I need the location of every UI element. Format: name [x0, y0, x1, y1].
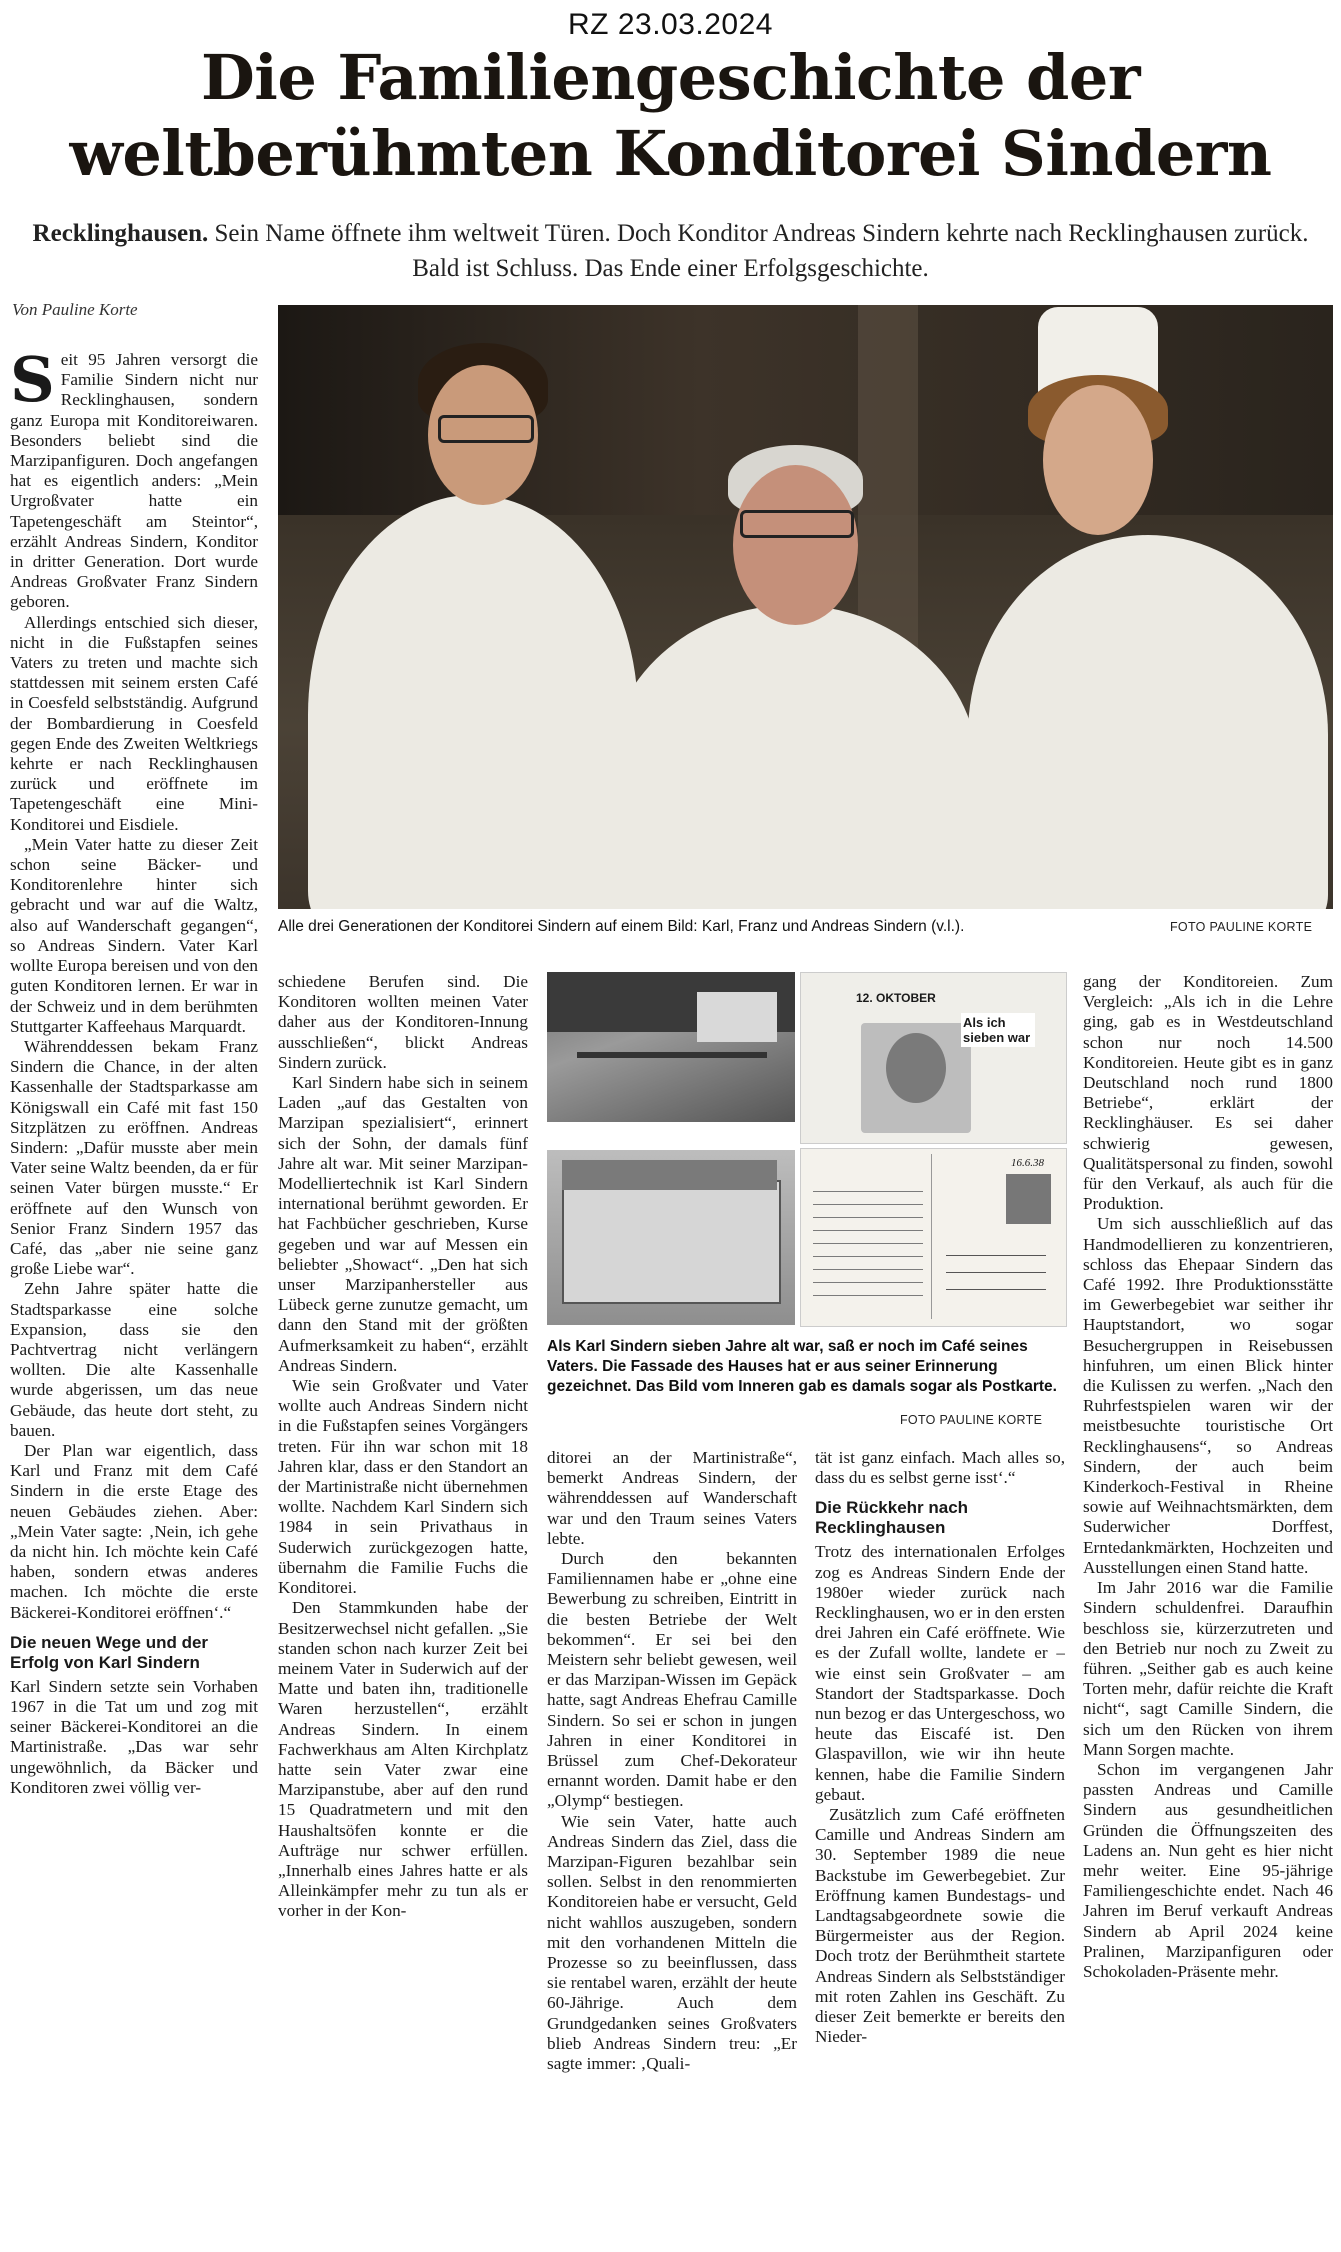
collage-caption-text: Als Karl Sindern sieben Jahre alt war, saß er noch im Café seines Vaters. Die Fassade des Hauses hat er aus seiner Erinnerung gezeichnet. Das Bild vom Inneren gab es damals sogar als Postkarte.	[547, 1338, 1057, 1395]
karl-glasses	[438, 415, 534, 443]
article-column-1	[10, 350, 258, 2245]
col1-paragraph: Der Plan war eigentlich, dass Karl und Franz mit dem Café Sindern in die erste Etage des neuen Gebäudes ziehen. Aber: „Mein Vater sagte: ‚Nein, ich gehe da nicht hin. Ich möchte kein Café haben, sondern etwas anderes machen. Ich möchte die erste Bäckerei-Konditorei eröffnen‘.“	[10, 1440, 258, 1622]
col1-paragraph: Zehn Jahre später hatte die Stadtsparkasse eine solche Expansion, dass sie den Pachtvertrag nicht verlängern wollten. Die alte Kassenhalle wurde abgerissen, um das neue Gebäude, das heute dort steht, zu bauen.	[10, 1279, 258, 1440]
franz-face	[733, 465, 858, 625]
article-column-4	[815, 1448, 1065, 2248]
headline-line-1: Die Familiengeschichte der	[201, 41, 1140, 114]
article-column-3	[547, 1448, 797, 2248]
col3-paragraph: Wie sein Vater, hatte auch Andreas Sindern das Ziel, dass die Marzipan-Figuren bezahlbar sein sollen. Selbst in den renommierten Konditoreien habe er versucht, Geld nicht wahllos auszugeben, sondern mit den vorhandenen Mitteln die Prozesse so zu beeinflussen, dass sie rentabel waren, erzählt der heute 60-Jährige. Auch dem Grundgedanken seines Großvaters blieb Andreas Sindern treu: „Er sagte immer: ‚Quali-	[547, 1811, 797, 2074]
cafe-facade-drawing	[547, 1150, 795, 1325]
andreas-face	[1043, 385, 1153, 535]
postcard-back	[800, 1148, 1067, 1327]
col2-paragraph: schiedene Berufen sind. Die Konditoren wollten meinen Vater daher aus der Konditoren-Innung ausschließen“, blickt Andreas Sindern zurück.	[278, 972, 528, 1072]
subheading-new-paths: Die neuen Wege und der Erfolg von Karl Sindern	[10, 1632, 209, 1672]
main-photo-caption: Alle drei Generationen der Konditorei Sindern auf einem Bild: Karl, Franz und Andreas Sindern (v.l.).	[278, 918, 965, 935]
newspaper-clipping-boy	[800, 972, 1067, 1144]
facade-building	[562, 1180, 781, 1304]
facade-roof	[562, 1160, 777, 1190]
postcard-stamp	[1006, 1174, 1051, 1224]
col4-paragraph: Trotz des internationalen Erfolges zog es Andreas Sindern Ende der 1980er wieder zurück nach Recklinghausen, wo er in den ersten drei Jahren ein Café eröffnete. Wie es der Zufall wollte, landete er – wie einst sein Großvater – am Standort der Stadtsparkasse. Doch nun bezog er das Untergeschoss, wo heute das Eiscafé ist. Den Glaspavillon, wie wir ihn heute kennen, habe die Familie Sindern gebaut.	[815, 1542, 1065, 1804]
lead-place: Recklinghausen.	[32, 220, 209, 247]
subheading-return: Die Rückkehr nach Recklinghausen	[815, 1498, 969, 1538]
col5-paragraph: Schon im vergangenen Jahr passten Andreas und Camille Sindern aus gesundheitlichen Gründen die Öffnungszeiten des Ladens an. Nun geht es hier nicht mehr weiter. Eine 95-jährige Familiengeschichte endet. Nach 46 Jahren im Beruf verkauft Andreas Sindern ab April 2024 keine Pralinen, Marzipanfiguren oder Schokoladen-Präsente mehr.	[1083, 1759, 1333, 1981]
col1-paragraph: Allerdings entschied sich dieser, nicht in die Fußstapfen seines Vaters zu treten und machte sich stattdessen mit seinem ersten Café in Coesfeld selbstständig. Aufgrund der Bombardierung in Coesfeld gegen Ende des Zweiten Weltkriegs kehrte er nach Recklinghausen zurück und eröffnete im Tapetengeschäft eine Mini-Konditorei und Eisdiele.	[10, 612, 258, 834]
drop-cap: S	[10, 350, 55, 416]
andreas-chef-jacket	[968, 535, 1328, 909]
franz-chef-jacket	[608, 605, 978, 909]
col5-paragraph: Im Jahr 2016 war die Familie Sindern schuldenfrei. Daraufhin beschloss sie, kürzerzutreten und den Betrieb nur noch zu Zweit zu führen. „Seither gab es auch keine Torten mehr, dafür reichte die Kraft nicht“, sagt Camille Sindern, die sich um den Rücken von ihrem Mann Sorgen machte.	[1083, 1578, 1333, 1759]
interior-window	[697, 992, 777, 1042]
col4-paragraph: tät ist ganz einfach. Mach alles so, dass du es selbst gerne isst‘.“	[815, 1448, 1065, 1488]
boy-photo	[861, 1023, 971, 1133]
collage-caption	[547, 1337, 1067, 1397]
postcard-handwriting-left	[813, 1179, 923, 1299]
col2-paragraph: Wie sein Großvater und Vater wollte auch Andreas Sindern nicht in die Fußstapfen seines Vorgängers treten. Für ihn war schon mit 18 Jahren klar, dass er den Standort an der Martinistraße nicht übernehmen wollte. Nachdem Karl Sindern sich 1984 in sein Privathaus in Suderwich zurückgezogen hatte, übernahm die Familie Fuchs die Konditorei.	[278, 1376, 528, 1598]
article-column-5	[1083, 972, 1333, 2247]
col4-paragraph: Zusätzlich zum Café eröffneten Camille und Andreas Sindern am 30. September 1989 die neue Backstube im Gewerbegebiet. Zur Eröffnung kamen Bundestags- und Landtagsabgeordnete sowie die Bürgermeister aus der Region. Doch trotz der Berühmtheit startete Andreas Sindern als Selbstständiger mit roten Zahlen ins Geschäft. Zu dieser Zeit bemerkte er bereits den Nieder-	[815, 1805, 1065, 2047]
publication-date: RZ 23.03.2024	[568, 8, 773, 41]
col1-paragraph: eit 95 Jahren versorgt die Familie Sindern nicht nur Recklinghausen, sondern ganz Europa mit Konditoreiwaren. Besonders beliebt sind die Marzipanfiguren. Doch angefangen hat es eigentlich anders: „Mein Urgroßvater hatte ein Tapetengeschäft am Steintor“, erzählt Andreas Sindern, Konditor in dritter Generation. Dort wurde Andreas Großvater Franz Sindern geboren.	[10, 350, 258, 612]
col5-paragraph: gang der Konditoreien. Zum Vergleich: „Als ich in die Lehre ging, gab es in Westdeutschland schon nur noch 14.500 Konditoreien. Heute gibt es in ganz Deutschland noch rund 1800 Betriebe“, erklärt der Recklinghäuser. Es sei daher schwierig gewesen, Qualitätspersonal zu finden, sowohl für den Verkauf, als auch für die Produktion.	[1083, 972, 1333, 1214]
cafe-interior-postcard-photo	[547, 972, 795, 1122]
col2-paragraph: Den Stammkunden habe der Besitzerwechsel nicht gefallen. „Sie standen schon nach kurzer Zeit bei meinem Vater in Suderwich auf der Matte und baten ihn, traditionelle Waren herzustellen“, erzählt Andreas Sindern. In einem Fachwerkhaus am Alten Kirchplatz hatte sein Vater zwar eine Marzipanstube, aber auf den rund 15 Quadratmetern und mit den Haushaltsöfen konnte er die Aufträge nur schwer erfüllen. „Innerhalb eines Jahres hatte er als Alleinkämpfer mehr zu tun als er vorher in der Kon-	[278, 1598, 528, 1921]
interior-tables	[577, 1052, 767, 1058]
boy-face	[886, 1033, 946, 1103]
main-photo-credit: FOTO PAULINE KORTE	[1170, 920, 1313, 934]
col1-paragraph: Währenddessen bekam Franz Sindern die Chance, in der alten Kassenhalle der Stadtsparkasse am Königswall ein Café mit fast 150 Sitzplätzen zu eröffnen. Andreas Sindern: „Dafür musste aber mein Vater seine Waltz beenden, da er für seinen Vater bürgen musste.“ Er eröffnete auf den Wunsch von Senior Franz Sindern 1957 das Café, das „aber nie seine ganz große Liebe war“.	[10, 1036, 258, 1279]
headline	[0, 40, 1341, 192]
lead-text: Sein Name öffnete ihm weltweit Türen. Doch Konditor Andreas Sindern kehrte nach Recklinghausen zurück. Bald ist Schluss. Das Ende einer Erfolgsgeschichte.	[208, 220, 1309, 282]
postcard-handwriting-address	[946, 1239, 1046, 1299]
col3-paragraph: ditorei an der Martinistraße“, bemerkt Andreas Sindern, der währenddessen auf Wanderschaft war und den Traum seines Vaters lebte.	[547, 1448, 797, 1548]
karl-chef-jacket	[308, 495, 638, 909]
article-column-2	[278, 972, 528, 2247]
col1-paragraph: „Mein Vater hatte zu dieser Zeit schon seine Bäcker- und Konditorenlehre hinter sich gebracht und war auf die Waltz, also auf Wanderschaft gegangen“, so Andreas Sindern. Vater Karl wollte Europa bereisen und von den guten Konditoren lernen. Er war in der Schweiz und in dem berühmten Stuttgarter Kaffeehaus Marquardt.	[10, 834, 258, 1036]
clipping-date: 12. OKTOBER	[856, 991, 936, 1005]
lead-paragraph	[30, 216, 1311, 286]
postcard-divider	[931, 1154, 932, 1319]
main-photo-three-generations	[278, 305, 1333, 909]
postcard-date: 16.6.38	[1011, 1157, 1044, 1169]
headline-line-2: weltberühmten Konditorei Sindern	[69, 117, 1272, 190]
col1-paragraph: Karl Sindern setzte sein Vorhaben 1967 in die Tat um und zog mit seiner Bäckerei-Konditorei an die Martinistraße. „Das war sehr ungewöhnlich, da Bäcker und Konditoren zwei völlig ver-	[10, 1676, 258, 1797]
byline: Von Pauline Korte	[12, 300, 138, 319]
collage-credit: FOTO PAULINE KORTE	[900, 1413, 1043, 1427]
clipping-title: Als ich sieben war	[961, 1013, 1035, 1047]
col3-paragraph: Durch den bekannten Familiennamen habe er „ohne eine Bewerbung zu schreiben, Eintritt in die besten Betriebe der Welt bekommen“. Er sei bei den Meistern sehr beliebt gewesen, weil er das Marzipan-Wissen im Gepäck hatte, sagt Andreas Ehefrau Camille Sindern. So sei er schon in jungen Jahren in einer Konditorei in Brüssel zum Chef-Dekorateur ernannt worden. Damit habe er den „Olymp“ bestiegen.	[547, 1549, 797, 1811]
col5-paragraph: Um sich ausschließlich auf das Handmodellieren zu konzentrieren, schloss das Ehepaar Sindern das Café 1992. Ihre Produktionsstätte im Gewerbegebiet war seither ihr Hauptstandort, wo sogar Besuchergruppen in Reisebussen hinfuhren, um einen Blick hinter die Kulissen zu werfen. „Nach den Ruhrfestspielen waren wir der meistbesuchte touristische Ort Recklinghausens“, so Andreas Sindern, der auch beim Kinderkoch-Festival in Rheine sowie auf Weihnachtsmärkten, dem Suderwicher Dorffest, Erntedankmärkten, Hochzeiten und Ausstellungen einen Stand hatte.	[1083, 1214, 1333, 1577]
franz-glasses	[740, 510, 854, 538]
col2-paragraph: Karl Sindern habe sich in seinem Laden „auf das Gestalten von Marzipan spezialisiert“, erinnert sich der Sohn, der damals fünf Jahre alt war. Mit seiner Marzipan-Modelliertechnik ist Karl Sindern international berühmt geworden. Er hat Fachbücher geschrieben, Kurse gegeben und war auf Messen ein beliebter „Showact“. „Den hat sich unser Marzipanhersteller aus Lübeck gerne zunutze gemacht, um dann den Stand mit der größten Aufmerksamkeit zu haben“, erzählt Andreas Sindern.	[278, 1073, 528, 1375]
